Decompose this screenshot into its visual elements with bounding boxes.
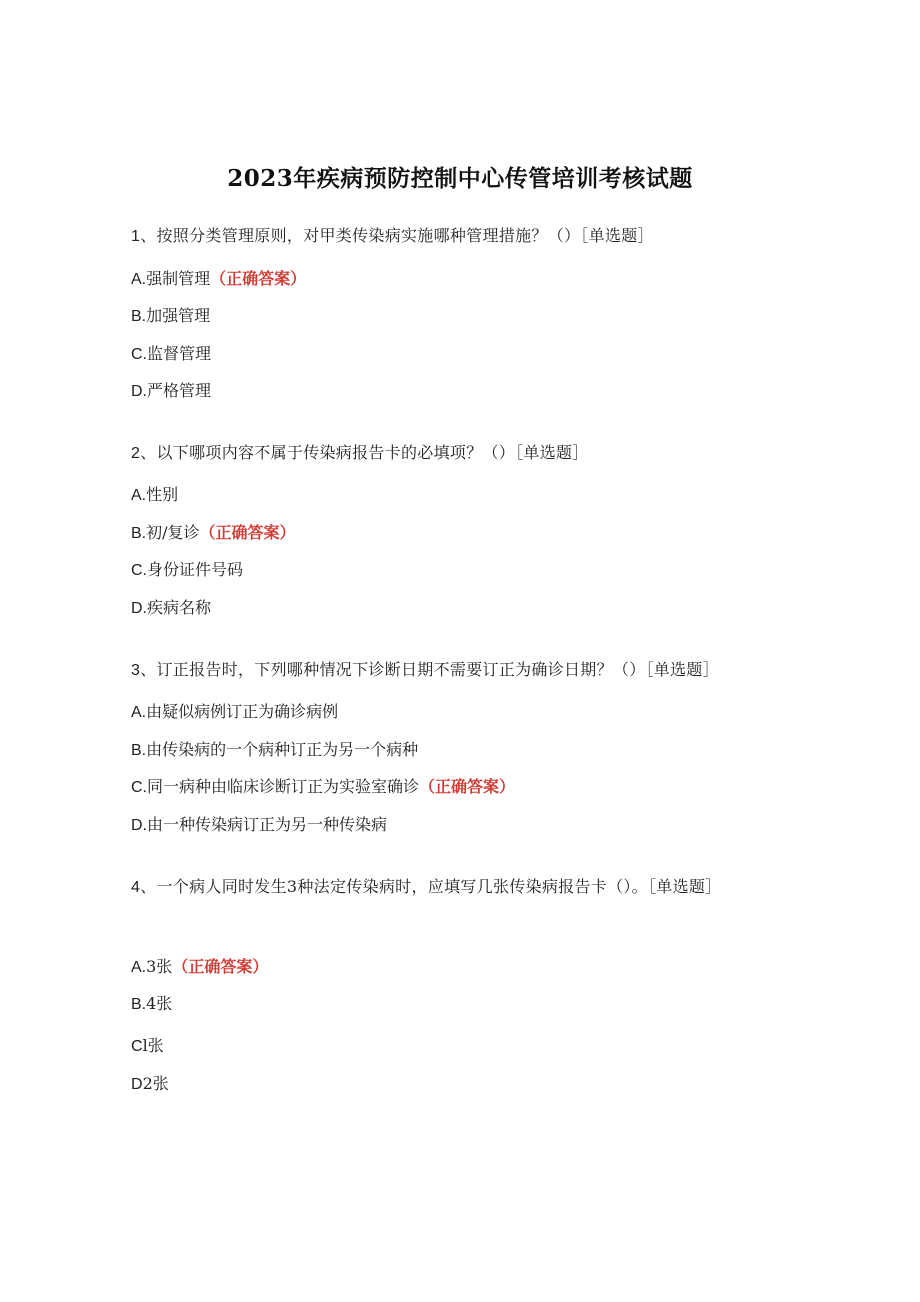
option-text: 由疑似病例订正为确诊病例 (146, 702, 339, 721)
question-1-option-a (131, 269, 306, 290)
question-2-option-d (131, 598, 211, 619)
question-text: 以下哪项内容不属于传染病报告卡的必填项？（）［单选题］ (156, 443, 589, 462)
question-text: 订正报告时，下列哪种情况下诊断日期不需要订正为确诊日期？（）［单选题］ (156, 660, 720, 679)
option-text: 疾病名称 (147, 598, 212, 617)
question-number: 1、 (131, 228, 157, 245)
question-1-option-d (131, 381, 211, 402)
question-4 (131, 868, 741, 906)
option-text: 加强管理 (146, 306, 211, 325)
option-text: 由传染病的一个病种订正为另一个病种 (146, 740, 419, 759)
option-letter: B. (131, 742, 147, 759)
question-4-option-d (131, 1074, 169, 1095)
option-letter: D. (131, 600, 147, 617)
correct-answer-tag: （正确答案） (172, 957, 269, 976)
option-text: 初/复诊 (146, 523, 200, 542)
option-text: 监督管理 (147, 344, 212, 363)
question-number: 4、 (131, 879, 157, 896)
option-text: 强制管理 (146, 269, 211, 288)
question-1-option-c (131, 344, 211, 365)
option-letter: D. (131, 383, 147, 400)
option-letter: B. (131, 525, 147, 542)
option-letter: A. (131, 959, 147, 976)
option-text: 严格管理 (147, 381, 212, 400)
option-letter: A. (131, 271, 147, 288)
question-number: 2、 (131, 445, 157, 462)
option-letter: A. (131, 704, 147, 721)
option-text: 2张 (142, 1074, 169, 1093)
option-letter: A. (131, 487, 147, 504)
correct-answer-tag: （正确答案） (419, 777, 516, 796)
option-letter: C. (131, 779, 147, 796)
question-2-option-b (131, 523, 296, 544)
option-letter: C. (131, 562, 147, 579)
option-text: 3张 (146, 957, 173, 976)
option-text: l张 (142, 1036, 164, 1055)
option-letter: B. (131, 308, 147, 325)
question-2-option-a (131, 485, 178, 506)
question-number: 3、 (131, 662, 157, 679)
option-text: 性别 (146, 485, 179, 504)
question-4-option-c (131, 1036, 164, 1057)
option-letter: D. (131, 817, 147, 834)
question-2 (131, 443, 589, 464)
question-3-option-c (131, 777, 515, 798)
option-letter: D (131, 1076, 143, 1093)
question-3-option-a (131, 702, 338, 723)
question-4-option-a (131, 957, 268, 978)
correct-answer-tag: （正确答案） (199, 523, 296, 542)
option-text: 4张 (146, 994, 173, 1013)
question-1 (131, 226, 654, 247)
option-text: 同一病种由临床诊断订正为实验室确诊 (147, 777, 420, 796)
question-text: 按照分类管理原则，对甲类传染病实施哪种管理措施？（）［单选题］ (156, 226, 654, 245)
question-2-option-c (131, 560, 243, 581)
question-1-option-b (131, 306, 210, 327)
option-letter: C. (131, 346, 147, 363)
question-3 (131, 660, 719, 681)
option-text: 由一种传染病订正为另一种传染病 (147, 815, 388, 834)
correct-answer-tag: （正确答案） (210, 269, 307, 288)
question-3-option-b (131, 740, 418, 761)
question-4-option-b (131, 994, 172, 1015)
option-letter: C (131, 1038, 143, 1055)
question-3-option-d (131, 815, 387, 836)
option-text: 身份证件号码 (147, 560, 244, 579)
question-text: 一个病人同时发生3种法定传染病时，应填写几张传染病报告卡（）。［单选题］ (156, 877, 722, 896)
option-letter: B. (131, 996, 147, 1013)
page-title: 2023年疾病预防控制中心传管培训考核试题 (227, 165, 693, 192)
